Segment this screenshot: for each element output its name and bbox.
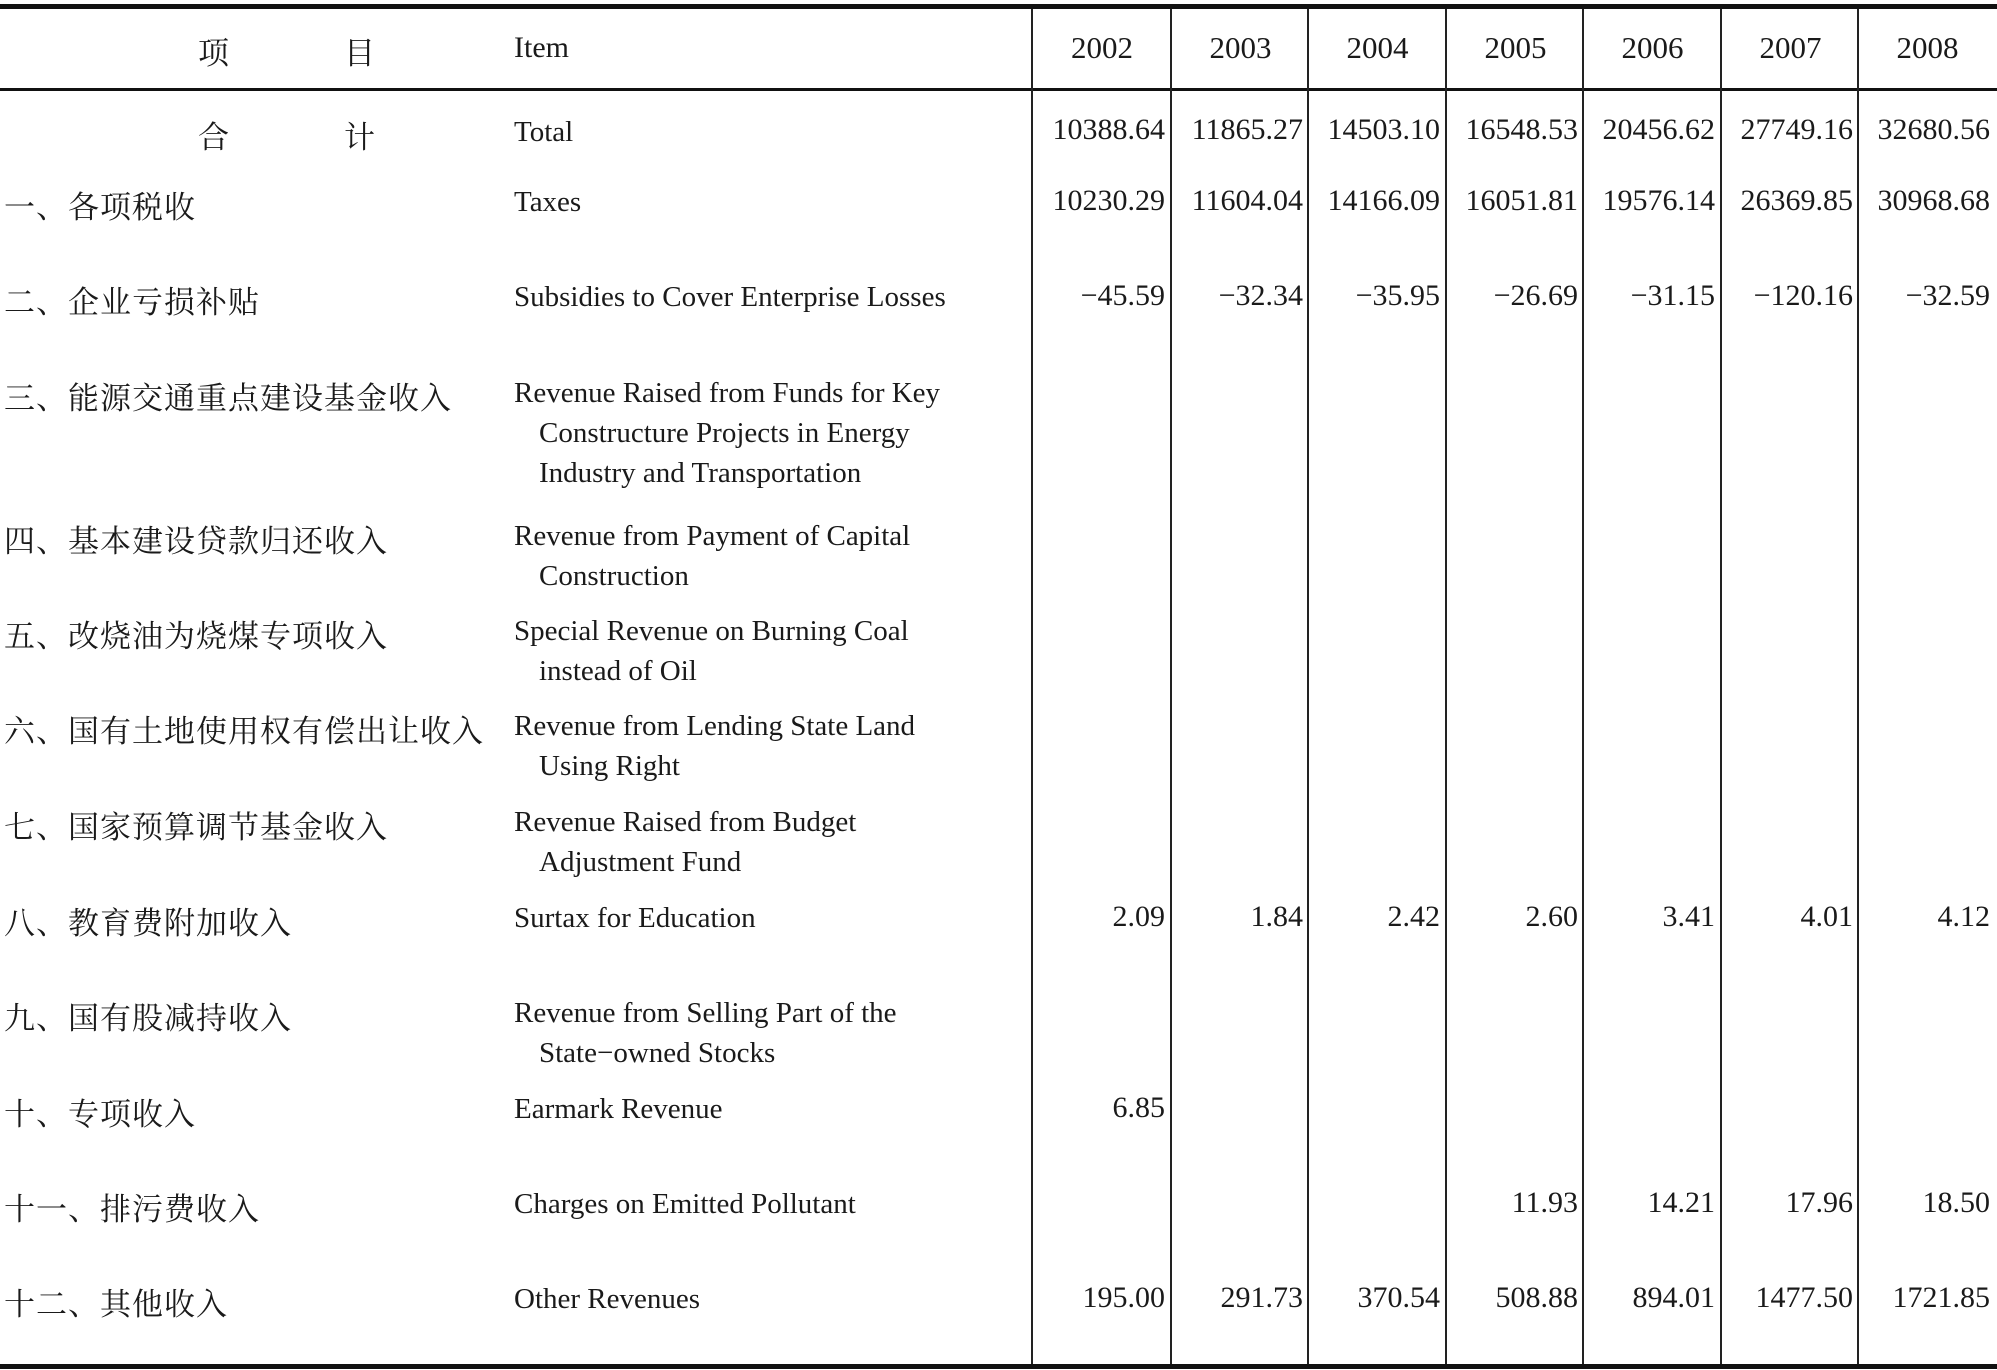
row-value: 11604.04 (1191, 184, 1303, 217)
header-item-cn: 项 目 (198, 36, 417, 72)
row-label-en (514, 993, 897, 1073)
year-header: 2006 (1621, 30, 1684, 65)
total-value: 27749.16 (1740, 113, 1853, 146)
row-label-en-line: Industry and Transportation (539, 457, 862, 489)
row-value: 30968.68 (1877, 184, 1990, 217)
total-value: 11865.27 (1191, 113, 1303, 146)
bottom-rule (0, 1364, 1997, 1369)
row-value: 370.54 (1357, 1281, 1440, 1314)
row-label-cn: 十一、排污费收入 (4, 1192, 260, 1228)
row-label-en (514, 1184, 856, 1224)
row-value: 18.50 (1922, 1186, 1990, 1219)
total-value: 16548.53 (1465, 113, 1578, 146)
row-value: 11.93 (1511, 1186, 1578, 1219)
row-value: 14166.09 (1327, 184, 1440, 217)
row-label-en-line: Revenue from Selling Part of the (514, 997, 897, 1029)
row-label-cn: 六、国有土地使用权有偿出让收入 (4, 714, 484, 750)
col-divider (1031, 9, 1033, 1364)
total-label-cn: 合 计 (198, 120, 417, 156)
row-label-cn: 十、专项收入 (4, 1097, 196, 1133)
row-label-cn: 九、国有股减持收入 (4, 1001, 292, 1037)
row-label-en-line: Adjustment Fund (539, 846, 742, 878)
row-label-en-line: Construction (539, 560, 689, 592)
row-label-en-line: Charges on Emitted Pollutant (514, 1188, 856, 1220)
row-label-en-line: Other Revenues (514, 1283, 701, 1315)
row-value: 1.84 (1250, 900, 1303, 933)
row-label-en (514, 182, 581, 222)
row-value: −32.34 (1218, 279, 1303, 312)
row-label-en-line: State−owned Stocks (539, 1037, 776, 1069)
row-value: −45.59 (1080, 279, 1165, 312)
total-value: 14503.10 (1327, 113, 1440, 146)
row-value: 19576.14 (1602, 184, 1715, 217)
row-value: 1721.85 (1892, 1281, 1990, 1314)
row-label-en-line: Using Right (539, 750, 680, 782)
row-label-en (514, 277, 946, 317)
row-value: 2.42 (1387, 900, 1440, 933)
row-value: −32.59 (1905, 279, 1990, 312)
row-label-en-line: Surtax for Education (514, 902, 756, 934)
row-label-cn: 三、能源交通重点建设基金收入 (4, 381, 452, 417)
year-header: 2005 (1484, 30, 1547, 65)
row-label-en-line: Revenue from Lending State Land (514, 710, 916, 742)
row-value: 894.01 (1632, 1281, 1715, 1314)
row-label-en-line: instead of Oil (539, 655, 697, 687)
row-value: 2.09 (1112, 900, 1165, 933)
year-header: 2007 (1759, 30, 1822, 65)
row-label-en-line: Subsidies to Cover Enterprise Losses (514, 281, 946, 313)
top-rule (0, 4, 1997, 9)
row-value: −120.16 (1753, 279, 1853, 312)
row-value: 1477.50 (1755, 1281, 1853, 1314)
row-value: 26369.85 (1740, 184, 1853, 217)
row-label-en-line: Taxes (514, 186, 582, 218)
row-label-en-line: Earmark Revenue (514, 1093, 723, 1125)
row-value: 16051.81 (1465, 184, 1578, 217)
row-label-en (514, 611, 909, 691)
col-divider (1445, 9, 1447, 1364)
total-label-en: Total (514, 116, 574, 148)
col-divider (1307, 9, 1309, 1364)
row-value: 291.73 (1220, 1281, 1303, 1314)
col-divider (1720, 9, 1722, 1364)
col-divider (1582, 9, 1584, 1364)
row-label-cn: 二、企业亏损补贴 (4, 285, 260, 321)
row-label-en (514, 802, 856, 882)
row-label-en (514, 1279, 700, 1319)
total-value: 10388.64 (1052, 113, 1165, 146)
row-label-cn: 一、各项税收 (4, 190, 196, 226)
year-header: 2004 (1346, 30, 1409, 65)
col-divider (1170, 9, 1172, 1364)
row-label-en-line: Revenue Raised from Budget (514, 806, 857, 838)
row-label-en-line: Revenue from Payment of Capital (514, 520, 911, 552)
row-value: 17.96 (1785, 1186, 1853, 1219)
row-label-cn: 七、国家预算调节基金收入 (4, 810, 388, 846)
row-label-cn: 八、教育费附加收入 (4, 906, 292, 942)
row-value: −26.69 (1493, 279, 1578, 312)
row-label-cn: 五、改烧油为烧煤专项收入 (4, 619, 388, 655)
row-label-en (514, 516, 910, 596)
row-label-cn: 四、基本建设贷款归还收入 (4, 524, 388, 560)
header-rule (0, 88, 1997, 91)
row-value: 195.00 (1082, 1281, 1165, 1314)
row-value: 6.85 (1112, 1091, 1165, 1124)
year-header: 2008 (1896, 30, 1959, 65)
total-value: 32680.56 (1877, 113, 1990, 146)
row-value: −35.95 (1355, 279, 1440, 312)
row-value: 4.01 (1800, 900, 1853, 933)
row-label-en (514, 1089, 723, 1129)
row-value: 14.21 (1647, 1186, 1715, 1219)
row-label-en (514, 898, 756, 938)
row-label-cn: 十二、其他收入 (4, 1287, 228, 1323)
row-value: 10230.29 (1052, 184, 1165, 217)
row-label-en-line: Revenue Raised from Funds for Key (514, 377, 941, 409)
row-label-en-line: Constructure Projects in Energy (539, 417, 910, 449)
total-value: 20456.62 (1602, 113, 1715, 146)
row-value: 3.41 (1662, 900, 1715, 933)
year-header: 2003 (1209, 30, 1272, 65)
col-divider (1857, 9, 1859, 1364)
header-item-en: Item (514, 31, 569, 64)
row-label-en (514, 706, 915, 786)
row-label-en (514, 373, 940, 493)
year-header: 2002 (1071, 30, 1133, 65)
row-value: 4.12 (1937, 900, 1990, 933)
row-value: −31.15 (1630, 279, 1715, 312)
row-value: 508.88 (1495, 1281, 1578, 1314)
row-value: 2.60 (1525, 900, 1578, 933)
row-label-en-line: Special Revenue on Burning Coal (514, 615, 909, 647)
